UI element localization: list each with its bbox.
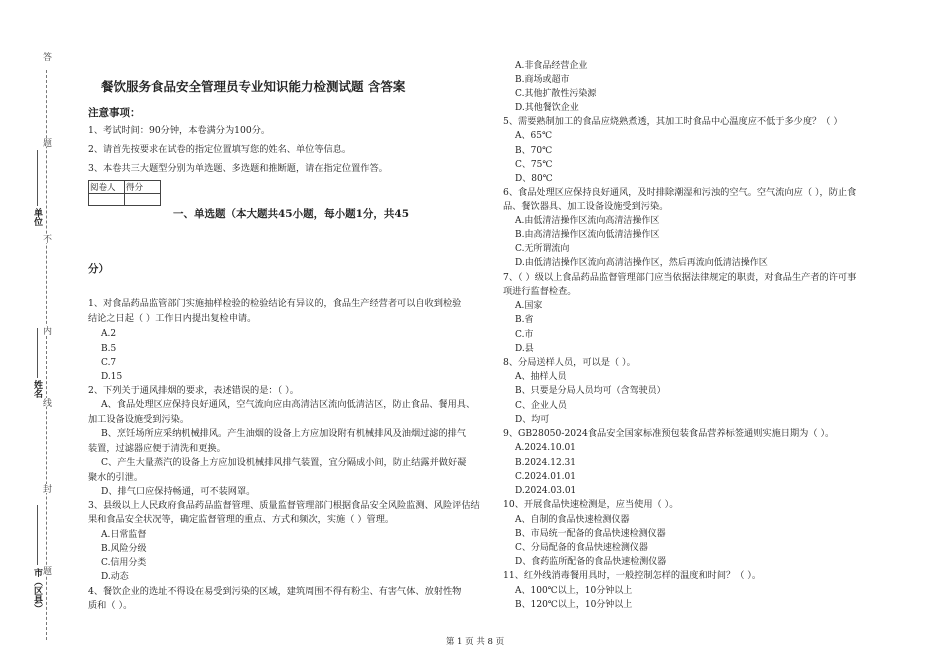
binding-margin: [0, 0, 60, 671]
notice-item: 2、请首先按要求在试卷的指定位置填写您的姓名、单位等信息。: [88, 144, 352, 155]
option-text-cont: 装置，过滤器应便于清洗和更换。: [88, 443, 226, 454]
option-text: B.商场或超市: [515, 75, 570, 85]
option-text: D.2024.03.01: [515, 486, 577, 496]
score-table-grader-header: 阅卷人: [89, 181, 125, 194]
option-text: B、120℃以上，10分钟以上: [515, 600, 633, 610]
option-text: D.县: [515, 344, 534, 354]
seal-char-inner: 内: [41, 326, 51, 335]
question-text: 项进行监督检查。: [503, 286, 577, 297]
question-text: 4、餐饮企业的选址不得设在易受到污染的区域，建筑周围不得有粉尘、有害气体、放射性物: [88, 586, 462, 597]
question-text: 2、下列关于通风排烟的要求，表述错误的是：（ ）。: [88, 385, 299, 396]
name-underline: [37, 328, 38, 378]
score-table-score-header: 得分: [125, 181, 161, 194]
option-text: C.7: [101, 358, 117, 368]
option-text: A.日常监督: [101, 530, 147, 540]
option-text-cont: 加工设备设施受到污染。: [88, 414, 190, 425]
option-text: A.国家: [515, 301, 543, 311]
option-text: B、只要是分局人员均可（含驾驶员）: [515, 386, 666, 396]
option-text: B.5: [101, 344, 117, 354]
option-text: A.2: [101, 329, 117, 339]
seal-char-secret: 题: [41, 566, 51, 575]
score-table-grader-cell[interactable]: [89, 194, 125, 206]
option-text: C.市: [515, 330, 534, 340]
question-text: 1、对食品药品监管部门实施抽样检验的检验结论有异议的，食品生产经营者可以自收到检验: [88, 298, 462, 309]
city-underline: [37, 505, 38, 565]
question-text: 6、食品处理区应保持良好通风，及时排除潮湿和污浊的空气。空气流向应（ ），防止食: [503, 187, 857, 198]
option-text: D.15: [101, 372, 123, 382]
option-text: C.信用分类: [101, 558, 147, 568]
option-text: C、产生大量蒸汽的设备上方应加设机械排风排气装置，宜分隔成小间，防止结露并做好凝: [101, 457, 467, 468]
score-table-score-cell[interactable]: [125, 194, 161, 206]
option-text: A、食品处理区应保持良好通风，空气流向应由高清洁区流向低清洁区，防止食品、餐用具、: [101, 399, 476, 410]
option-text-cont: 聚水的引泄。: [88, 472, 144, 483]
city-label: 市（区县）: [32, 568, 42, 613]
option-text: C、分局配备的食品快速检测仪器: [515, 543, 648, 553]
option-text: D.其他餐饮企业: [515, 103, 579, 113]
option-text: C、企业人员: [515, 401, 567, 411]
option-text: A.非食品经营企业: [515, 61, 588, 71]
question-text: 8、分局送样人员，可以是（ ）。: [503, 357, 636, 368]
option-text: B、烹饪场所应采纳机械排风。产生油烟的设备上方应加设附有机械排风及油烟过滤的排气: [101, 428, 467, 439]
seal-char-question-top: 题: [41, 138, 51, 147]
question-text: 10、开展食品快速检测是，应当使用（ ）。: [503, 499, 679, 510]
question-text: 果和食品安全状况等，确定监督管理的重点、方式和频次，实施（ ）管理。: [88, 514, 395, 525]
question-text: 结论之日起（ ）工作日内提出复检申请。: [88, 313, 257, 324]
section-heading: 一、单选题（本大题共45小题，每小题1分，共45: [173, 208, 410, 220]
seal-dashed-line: [46, 70, 47, 640]
option-text: D.动态: [101, 572, 129, 582]
option-text: A.2024.10.01: [515, 443, 576, 453]
question-text: 11、红外线消毒餐用具时，一般控制怎样的温度和时间？（ ）。: [503, 570, 762, 581]
option-text: B、70℃: [515, 146, 553, 156]
question-text: 5、需要熟制加工的食品应烧熟煮透，其加工时食品中心温度应不低于多少度？（ ）: [503, 116, 843, 127]
option-text: D、排气口应保持畅通，可不装网罩。: [101, 486, 256, 497]
option-text: D、80℃: [515, 174, 553, 184]
option-text: C.其他扩散性污染源: [515, 89, 597, 99]
question-text: 品、餐饮器具、加工设备设施受到污染。: [503, 201, 669, 212]
unit-label: 单位: [32, 208, 42, 226]
notice-heading: 注意事项：: [88, 107, 141, 119]
question-text: 7、（ ）级以上食品药品监督管理部门应当依据法律规定的职责，对食品生产者的许可事: [503, 272, 857, 283]
seal-char-seal: 封: [41, 484, 51, 493]
seal-char-not: 不: [41, 234, 51, 243]
option-text: A、65℃: [515, 131, 553, 141]
seal-char-line: 线: [41, 398, 51, 407]
option-text: C、75℃: [515, 160, 553, 170]
option-text: D、食药监所配备的食品快速检测仪器: [515, 557, 667, 567]
option-text: D.由低清洁操作区流向高清洁操作区，然后再流向低清洁操作区: [515, 258, 768, 268]
option-text: A、自制的食品快速检测仪器: [515, 515, 630, 525]
section-heading-cont: 分）: [88, 263, 109, 275]
option-text: B.由高清洁操作区流向低清洁操作区: [515, 230, 660, 240]
page-footer: 第 1 页 共 8 页: [445, 637, 505, 647]
question-text: 质和（ ）。: [88, 600, 133, 611]
seal-char-answer: 答: [41, 52, 51, 61]
option-text: B、市局统一配备的食品快速检测仪器: [515, 529, 666, 539]
option-text: A、100℃以上，10分钟以上: [515, 586, 633, 596]
question-text: 3、县级以上人民政府食品药品监督管理、质量监督管理部门根据食品安全风险监测、风险评估结: [88, 500, 480, 511]
unit-underline: [37, 150, 38, 206]
notice-item: 1、考试时间：90分钟，本卷满分为100分。: [88, 125, 271, 136]
option-text: D、均可: [515, 415, 550, 425]
option-text: C.2024.01.01: [515, 472, 576, 482]
notice-item: 3、本卷共三大题型分别为单选题、多选题和推断题，请在指定位置作答。: [88, 163, 388, 174]
question-text: 9、GB28050-2024食品安全国家标准预包装食品营养标签通则实施日期为（ ）。: [503, 428, 835, 439]
name-label: 姓名: [32, 380, 42, 398]
score-table: [88, 180, 161, 206]
page-title: 餐饮服务食品安全管理员专业知识能力检测试题 含答案: [101, 79, 406, 94]
option-text: B.2024.12.31: [515, 458, 577, 468]
option-text: B.省: [515, 315, 534, 325]
option-text: A.由低清洁操作区流向高清洁操作区: [515, 216, 660, 226]
option-text: A、抽样人员: [515, 372, 567, 382]
option-text: B.风险分级: [101, 544, 147, 554]
option-text: C.无所谓流向: [515, 244, 570, 254]
